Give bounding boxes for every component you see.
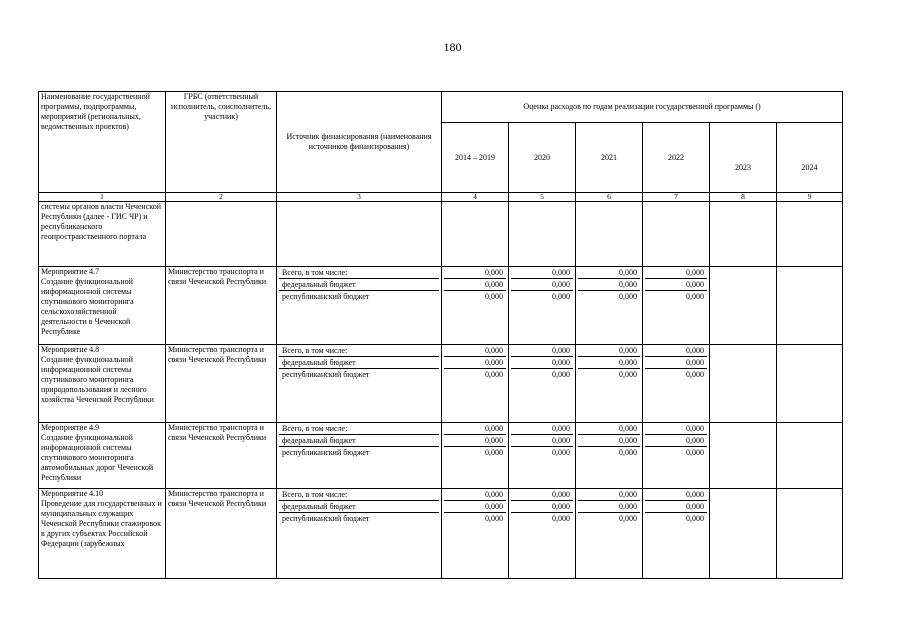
value-cell <box>442 489 509 579</box>
value-line: 0,000 <box>578 501 640 513</box>
value-cell <box>509 423 576 489</box>
value-cell <box>710 489 777 579</box>
source-line: Всего, в том числе: <box>279 267 439 279</box>
header-grbs: ГРБС (ответственный исполнитель, соисполнитель, участник) <box>166 92 277 193</box>
measure-name: системы органов власти Чеченской Республики (далее - ГИС ЧР) и республиканского геопространственного портала <box>39 202 166 267</box>
value-cell <box>777 345 843 423</box>
value-cell <box>509 345 576 423</box>
header-source: Источник финансирования (наименования источников финансирования) <box>277 92 442 193</box>
value-line: 0,000 <box>645 357 707 369</box>
header-name: Наименование государственной программы, подпрограммы, мероприятий (региональных, ведомственных проектов) <box>39 92 166 193</box>
column-number: 1 <box>39 193 166 202</box>
value-line: 0,000 <box>645 345 707 357</box>
value-cell <box>576 423 643 489</box>
value-line: 0,000 <box>619 292 637 301</box>
value-cell <box>442 423 509 489</box>
page-number: 180 <box>443 40 462 54</box>
value-line: 0,000 <box>619 514 637 523</box>
value-line: 0,000 <box>686 448 704 457</box>
source-line: федеральный бюджет <box>279 357 439 369</box>
source-cell <box>277 345 442 423</box>
value-line: 0,000 <box>444 357 506 369</box>
source-cell <box>277 267 442 345</box>
value-line: 0,000 <box>444 501 506 513</box>
value-cell <box>509 267 576 345</box>
measure-name: Мероприятие 4.8 Создание функциональной информационной системы спутникового мониторинга природопользования и лесного хозяйства Чеченской Республики <box>39 345 166 423</box>
measure-name: Мероприятие 4.9 Создание функциональной информационной системы спутникового мониторинга автомобильных дорог Чеченской Республики <box>39 423 166 489</box>
measure-row <box>39 489 843 579</box>
value-line: 0,000 <box>444 279 506 291</box>
value-line: 0,000 <box>619 448 637 457</box>
header-year: 2024 <box>777 123 843 193</box>
value-cell <box>576 345 643 423</box>
value-line: 0,000 <box>552 514 570 523</box>
value-line: 0,000 <box>578 345 640 357</box>
column-number: 4 <box>442 193 509 202</box>
value-cell <box>777 489 843 579</box>
header-year: 2022 <box>643 123 710 193</box>
value-line: 0,000 <box>686 514 704 523</box>
header-year: 2020 <box>509 123 576 193</box>
value-line: 0,000 <box>444 435 506 447</box>
source-cell <box>277 423 442 489</box>
value-line: 0,000 <box>645 435 707 447</box>
source-line: республиканский бюджет <box>282 292 370 301</box>
value-line: 0,000 <box>444 489 506 501</box>
value-cell <box>442 267 509 345</box>
source-line: республиканский бюджет <box>282 448 370 457</box>
column-number: 6 <box>576 193 643 202</box>
value-line: 0,000 <box>485 292 503 301</box>
grbs-cell: Министерство транспорта и связи Чеченской Республики <box>166 267 277 345</box>
value-line: 0,000 <box>645 423 707 435</box>
value-cell <box>643 267 710 345</box>
value-cell <box>576 489 643 579</box>
value-cell <box>710 423 777 489</box>
budget-table <box>38 91 843 579</box>
value-line: 0,000 <box>578 357 640 369</box>
column-number: 2 <box>166 193 277 202</box>
value-line: 0,000 <box>686 292 704 301</box>
source-line: Всего, в том числе: <box>279 423 439 435</box>
value-line: 0,000 <box>578 489 640 501</box>
value-line: 0,000 <box>645 489 707 501</box>
value-line: 0,000 <box>444 345 506 357</box>
column-number: 7 <box>643 193 710 202</box>
header-year: 2023 <box>710 123 777 193</box>
value-cell <box>643 345 710 423</box>
value-cell <box>643 423 710 489</box>
value-line: 0,000 <box>511 267 573 279</box>
value-cell <box>576 267 643 345</box>
value-line: 0,000 <box>511 279 573 291</box>
grbs-cell: Министерство транспорта и связи Чеченской Республики <box>166 423 277 489</box>
value-line: 0,000 <box>511 489 573 501</box>
value-line: 0,000 <box>645 267 707 279</box>
header-evaluation: Оценка расходов по годам реализации государственной программы () <box>442 92 843 123</box>
value-line: 0,000 <box>578 435 640 447</box>
grbs-cell: Министерство транспорта и связи Чеченской Республики <box>166 489 277 579</box>
value-line: 0,000 <box>686 370 704 379</box>
column-number: 8 <box>710 193 777 202</box>
value-line: 0,000 <box>578 267 640 279</box>
value-line: 0,000 <box>485 448 503 457</box>
column-number-row <box>39 193 843 202</box>
source-cell <box>277 489 442 579</box>
value-line: 0,000 <box>485 370 503 379</box>
value-cell <box>509 489 576 579</box>
value-line: 0,000 <box>552 292 570 301</box>
header-year: 2021 <box>576 123 643 193</box>
measure-row <box>39 267 843 345</box>
source-line: федеральный бюджет <box>279 501 439 513</box>
value-cell <box>643 489 710 579</box>
column-number: 3 <box>277 193 442 202</box>
value-line: 0,000 <box>444 267 506 279</box>
column-number: 9 <box>777 193 843 202</box>
column-number: 5 <box>509 193 576 202</box>
value-line: 0,000 <box>511 501 573 513</box>
value-line: 0,000 <box>511 357 573 369</box>
source-line: федеральный бюджет <box>279 435 439 447</box>
value-line: 0,000 <box>645 501 707 513</box>
value-line: 0,000 <box>485 514 503 523</box>
value-line: 0,000 <box>552 370 570 379</box>
value-line: 0,000 <box>552 448 570 457</box>
value-cell <box>777 423 843 489</box>
value-cell <box>777 267 843 345</box>
source-line: республиканский бюджет <box>282 514 370 523</box>
header-year: 2014 – 2019 <box>442 123 509 193</box>
value-cell <box>442 345 509 423</box>
source-line: республиканский бюджет <box>282 370 370 379</box>
source-line: Всего, в том числе: <box>279 489 439 501</box>
value-line: 0,000 <box>578 423 640 435</box>
value-line: 0,000 <box>619 370 637 379</box>
grbs-cell: Министерство транспорта и связи Чеченской Республики <box>166 345 277 423</box>
continuation-row <box>39 202 843 267</box>
measure-row <box>39 345 843 423</box>
value-line: 0,000 <box>511 423 573 435</box>
value-line: 0,000 <box>444 423 506 435</box>
value-line: 0,000 <box>511 345 573 357</box>
measure-name: Мероприятие 4.7 Создание функциональной информационной системы спутникового мониторинга сельскохозяйственной деятельности в Чеченской Республике <box>39 267 166 345</box>
measure-row <box>39 423 843 489</box>
value-line: 0,000 <box>511 435 573 447</box>
measure-name: Мероприятие 4.10 Проведение для государственных и муниципальных служащих Чеченской Республики стажировок в других субъектах Российской Федерации (зарубежных <box>39 489 166 579</box>
value-line: 0,000 <box>645 279 707 291</box>
source-line: федеральный бюджет <box>279 279 439 291</box>
source-line: Всего, в том числе: <box>279 345 439 357</box>
value-cell <box>710 267 777 345</box>
value-cell <box>710 345 777 423</box>
value-line: 0,000 <box>578 279 640 291</box>
